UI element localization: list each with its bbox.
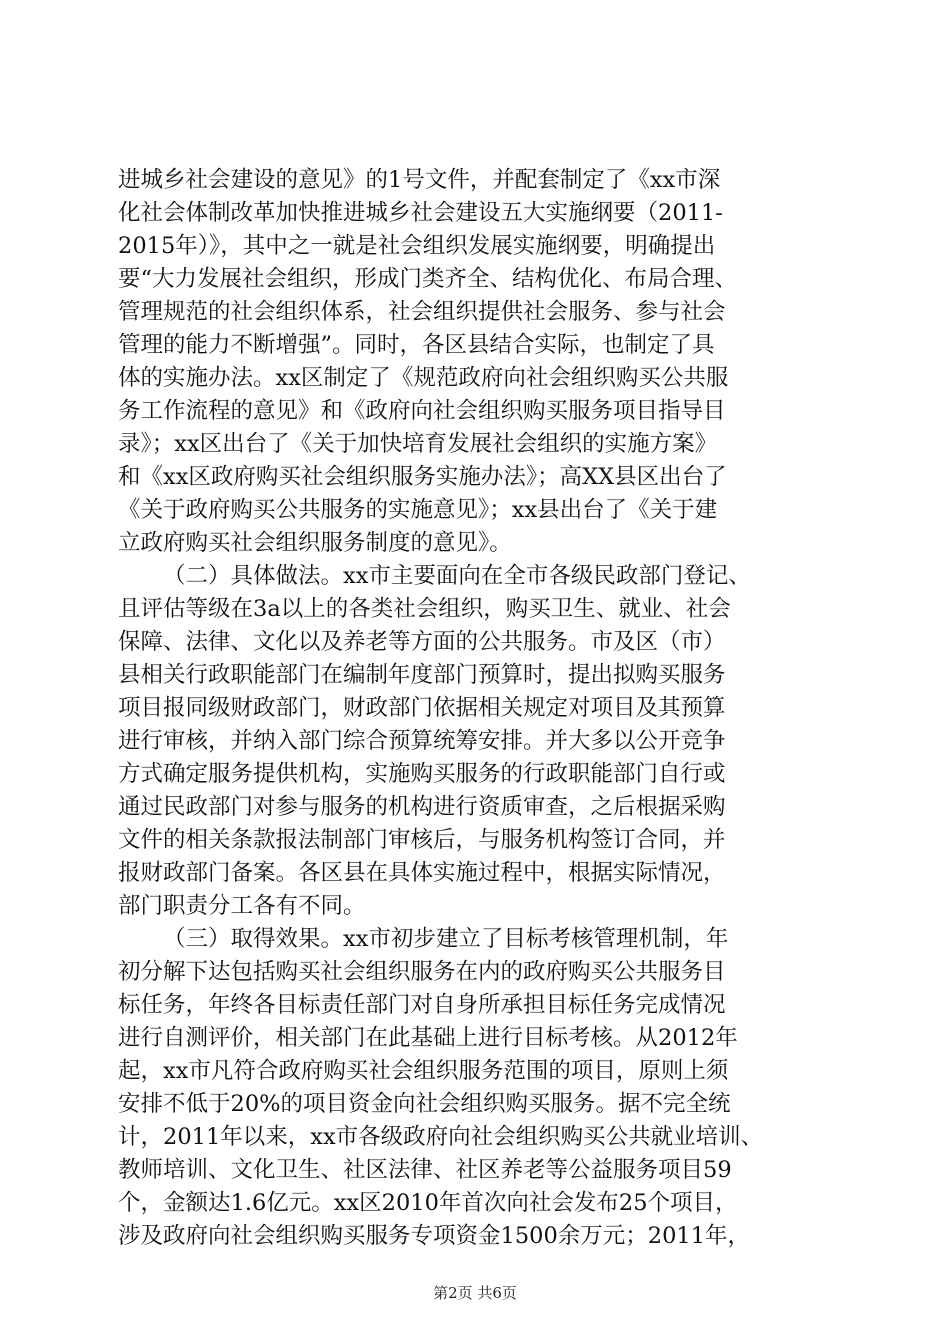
text-line: 通过民政部门对参与服务的机构进行资质审查，之后根据采购 xyxy=(118,794,726,820)
text-line: 文件的相关条款报法制部门审核后，与服务机构签订合同，并 xyxy=(118,827,726,853)
text-line: 化社会体制改革加快推进城乡社会建设五大实施纲要（2011- xyxy=(118,200,723,226)
text-line: 立政府购买社会组织服务制度的意见》。 xyxy=(118,530,512,556)
text-line: 起，xx市凡符合政府购买社会组织服务范围的项目，原则上须 xyxy=(118,1058,729,1084)
text-line: 个，金额达1.6亿元。xx区2010年首次向社会发布25个项目， xyxy=(118,1190,738,1216)
text-line: 2015年）》，其中之一就是社会组织发展实施纲要，明确提出 xyxy=(118,233,716,259)
text-line: 和《xx区政府购买社会组织服务实施办法》；高XX县区出台了 xyxy=(118,464,727,490)
text-line: 涉及政府向社会组织购买服务专项资金1500余万元；2011年， xyxy=(118,1223,751,1249)
text-line: 项目报同级财政部门，财政部门依据相关规定对项目及其预算 xyxy=(118,695,726,721)
text-line: 方式确定服务提供机构，实施购买服务的行政职能部门自行或 xyxy=(118,761,726,787)
text-line: 体的实施办法。xx区制定了《规范政府向社会组织购买公共服 xyxy=(118,365,729,391)
text-line: 《关于政府购买公共服务的实施意见》；xx县出台了《关于建 xyxy=(118,497,718,523)
text-line: 录》；xx区出台了《关于加快培育发展社会组织的实施方案》 xyxy=(118,431,718,457)
text-line: 进城乡社会建设的意见》的1号文件，并配套制定了《xx市深 xyxy=(118,167,721,193)
text-line: 进行审核，并纳入部门综合预算统筹安排。并大多以公开竞争 xyxy=(118,728,726,754)
text-line: 进行自测评价，相关部门在此基础上进行目标考核。从2012年 xyxy=(118,1025,738,1051)
text-line: 标任务，年终各目标责任部门对自身所承担目标任务完成情况 xyxy=(118,992,726,1018)
text-line: 保障、法律、文化以及养老等方面的公共服务。市及区（市） xyxy=(118,629,726,655)
text-line: 教师培训、文化卫生、社区法律、社区养老等公益服务项目59 xyxy=(118,1157,732,1183)
text-line: 务工作流程的意见》和《政府向社会组织购买服务项目指导目 xyxy=(118,398,726,424)
document-body xyxy=(118,164,830,1253)
text-line: （二）具体做法。xx市主要面向在全市各级民政部门登记、 xyxy=(163,563,751,589)
page-footer: 第2页 共6页 xyxy=(433,1284,517,1302)
text-line: 报财政部门备案。各区县在具体实施过程中，根据实际情况， xyxy=(118,860,726,886)
text-line: 县相关行政职能部门在编制年度部门预算时，提出拟购买服务 xyxy=(118,662,726,688)
text-line: 初分解下达包括购买社会组织服务在内的政府购买公共服务目 xyxy=(118,959,726,985)
text-line: 要“大力发展社会组织，形成门类齐全、结构优化、布局合理、 xyxy=(118,266,738,292)
text-line: 计，2011年以来，xx市各级政府向社会组织购买公共就业培训、 xyxy=(118,1124,764,1150)
text-line: 管理的能力不断增强”。同时，各区县结合实际，也制定了具 xyxy=(118,332,715,358)
text-line: （三）取得效果。xx市初步建立了目标考核管理机制，年 xyxy=(163,926,729,952)
text-line: 部门职责分工各有不同。 xyxy=(118,893,366,919)
text-line: 安排不低于20%的项目资金向社会组织购买服务。据不完全统 xyxy=(118,1091,731,1117)
text-line: 管理规范的社会组织体系，社会组织提供社会服务、参与社会 xyxy=(118,299,726,325)
text-line: 且评估等级在3a以上的各类社会组织，购买卫生、就业、社会 xyxy=(118,596,731,622)
